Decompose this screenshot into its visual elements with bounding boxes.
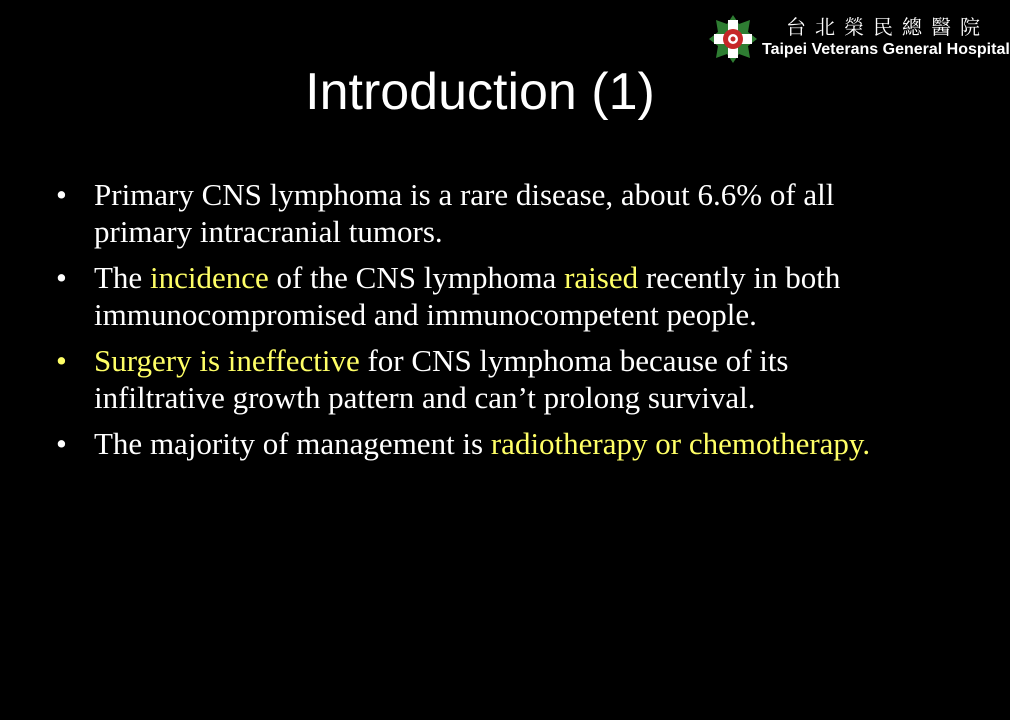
slide-title: Introduction (1) [305, 63, 655, 121]
bullet-marker: • [56, 260, 67, 295]
hospital-logo [706, 8, 1010, 66]
highlighted-text: raised [564, 260, 639, 295]
text-segment: The majority of management is [94, 426, 491, 461]
highlighted-text: incidence [149, 260, 269, 295]
bullet-item [56, 259, 906, 333]
highlighted-text: Surgery is ineffective [94, 343, 360, 378]
bullet-text [94, 426, 870, 461]
bullet-text [94, 177, 834, 249]
text-segment: The [94, 260, 150, 295]
bullet-item [56, 425, 906, 462]
highlighted-text: radiotherapy or chemotherapy. [490, 426, 871, 461]
bullet-marker: • [56, 177, 67, 212]
bullet-list [56, 176, 906, 471]
bullet-text [94, 260, 840, 332]
text-segment: recently in both immunocompromised and immunocompetent people. [94, 260, 841, 332]
hospital-name-english: Taipei Veterans General Hospital [762, 41, 1010, 58]
bullet-marker: • [56, 426, 67, 461]
text-segment: Primary CNS lymphoma is a rare disease, about 6.6% of all primary intracranial tumors. [94, 177, 835, 249]
bullet-item [56, 342, 906, 416]
bullet-marker: • [56, 343, 67, 378]
hospital-name-chinese: 台北榮民總醫院 [786, 15, 989, 39]
text-segment: for CNS lymphoma because of its infiltrative growth pattern and can’t prolong survival. [94, 343, 789, 415]
hospital-emblem-icon [708, 14, 758, 64]
text-segment: of the CNS lymphoma [268, 260, 565, 295]
bullet-text [94, 343, 789, 415]
bullet-item [56, 176, 906, 250]
